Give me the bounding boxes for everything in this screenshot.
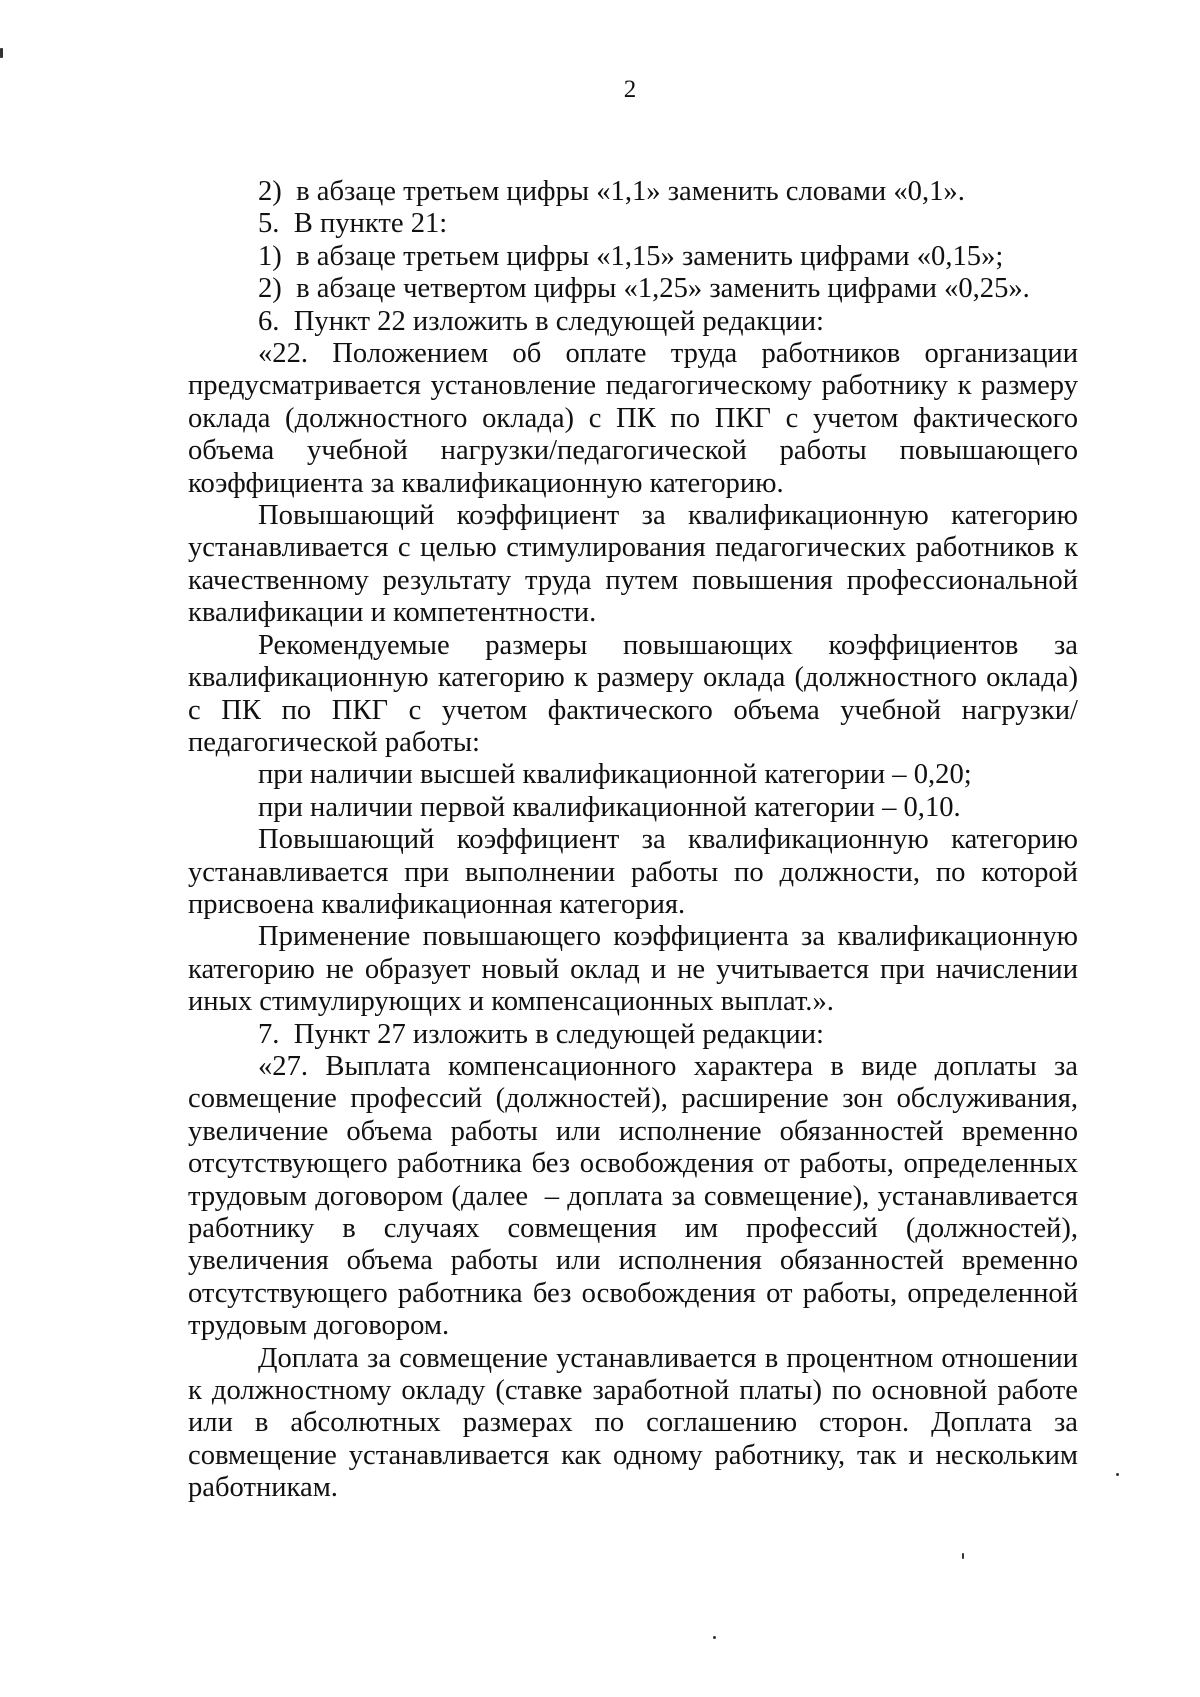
paragraph: при наличии первой квалификационной категории – 0,10. — [258, 791, 961, 823]
paragraph: Рекомендуемые размеры повышающих коэффициентов за квалификационную категорию к размеру оклада (должностного оклада) с ПК по ПКГ с учетом фактического объема учебной нагрузки/педагогической работы: — [188, 629, 1078, 758]
scan-speck — [0, 48, 3, 58]
paragraph: 7. Пункт 27 изложить в следующей редакции: — [258, 1018, 824, 1050]
paragraph: 2) в абзаце четвертом цифры «1,25» заменить цифрами «0,25». — [258, 273, 1030, 305]
paragraph: при наличии высшей квалификационной категории – 0,20; — [258, 759, 972, 791]
paragraph: 1) в абзаце третьем цифры «1,15» заменить цифрами «0,15»; — [258, 240, 1004, 272]
scan-speck — [962, 1553, 964, 1559]
scan-speck — [713, 1636, 716, 1639]
paragraph: 6. Пункт 22 изложить в следующей редакции: — [258, 305, 824, 337]
paragraph: «22. Положением об оплате труда работников организации предусматривается установление педагогическому работнику к размеру оклада (должностного оклада) с ПК по ПКГ с учетом фактического объема учебной нагрузки/педагогической работы повышающего коэффициента за квалификационную категорию. — [188, 338, 1078, 499]
paragraph: Повышающий коэффициент за квалификационную категорию устанавливается с целью стимулирования педагогических работников к качественному результату труда путем повышения профессиональной квалификации и компетентности. — [188, 500, 1078, 629]
scan-speck — [1116, 1473, 1119, 1476]
paragraph: Применение повышающего коэффициента за квалификационную категорию не образует новый оклад и не учитывается при начислении иных стимулирующих и компенсационных выплат.». — [188, 921, 1078, 1018]
paragraph: «27. Выплата компенсационного характера в виде доплаты за совмещение профессий (должностей), расширение зон обслуживания, увеличение объема работы или исполнение обязанностей временно отсутствующего работника без освобождения от работы, определенных трудовым договором (далее – доплата за совмещение), устанавливается работнику в случаях совмещения им профессий (должностей), увеличения объема работы или исполнения обязанностей временно отсутствующего работника без освобождения от работы, определенной трудовым договором. — [188, 1050, 1078, 1342]
paragraph: Повышающий коэффициент за квалификационную категорию устанавливается при выполнении работы по должности, по которой присвоена квалификационная категория. — [188, 824, 1078, 920]
paragraph: 5. В пункте 21: — [258, 208, 448, 240]
paragraph: 2) в абзаце третьем цифры «1,1» заменить словами «0,1». — [258, 176, 965, 207]
paragraph: Доплата за совмещение устанавливается в процентном отношении к должностному окладу (ставке заработной платы) по основной работе или в абсолютных размерах по соглашению сторон. Доплата за совмещение устанавливается как одному работнику, так и нескольким работникам. — [188, 1342, 1078, 1504]
page-number: 2 — [623, 76, 637, 103]
document-body — [188, 176, 1078, 1505]
